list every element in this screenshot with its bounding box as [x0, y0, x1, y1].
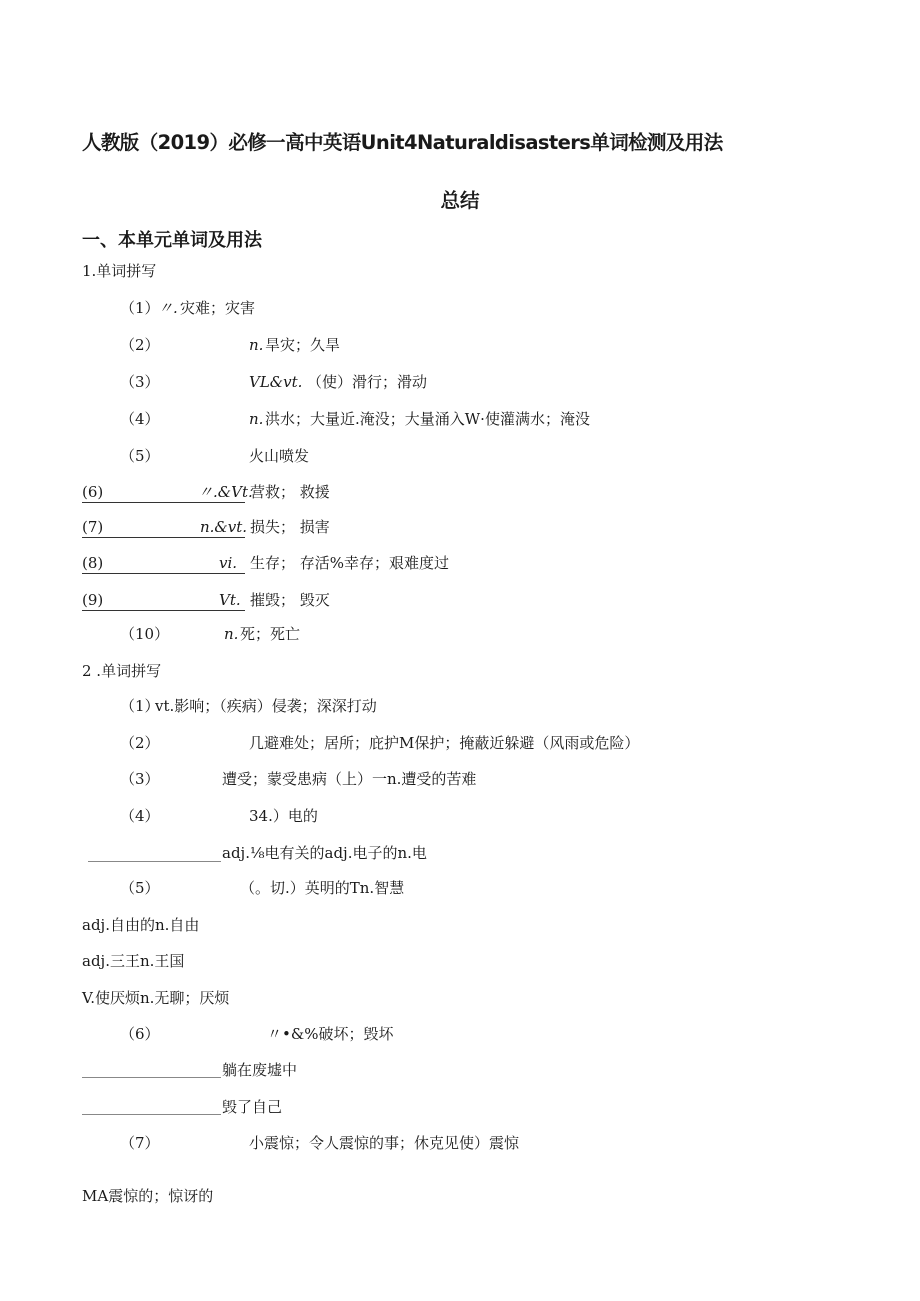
part1-item-9-def: 摧毁； 毁灭	[250, 591, 330, 609]
part2-item-3-num: （3）	[120, 770, 160, 788]
part2-line-14-text: MA震惊的；惊讶的	[82, 1187, 214, 1205]
part2-line-8-text: adj.三王n.王国	[82, 952, 185, 970]
part1-item-3-def: （使）滑行；滑动	[307, 373, 428, 391]
part2-line-9-text: V.使厌烦n.无聊；厌烦	[82, 989, 230, 1007]
part2-line-5-blank	[88, 861, 221, 862]
part1-item-9-num: (9)	[82, 591, 104, 609]
part1-item-6-pos: 〃.&Vt.	[198, 483, 253, 501]
part2-line-7-text: adj.自由的n.自由	[82, 916, 200, 934]
part2-item-5-text: （。切.）英明的Tn.智慧	[240, 879, 405, 897]
document-title-continued: 总结	[440, 189, 480, 212]
part1-item-10-def: 死；死亡	[240, 625, 301, 643]
part1-item-7-blank	[82, 537, 245, 538]
part2-item-6-num: （6）	[120, 1025, 160, 1043]
part1-item-4-pos: n.	[249, 410, 264, 428]
part1-item-9-blank	[82, 610, 245, 611]
part2-item-2-num: （2）	[120, 734, 160, 752]
part1-item-10-pos: n.	[224, 625, 239, 643]
part1-item-7-num: (7)	[82, 518, 104, 536]
part1-item-8-def: 生存； 存活%幸存；艰难度过	[250, 554, 450, 572]
part1-item-5-def: 火山喷发	[249, 447, 310, 465]
part1-item-7-def: 损失； 损害	[250, 518, 330, 536]
part2-item-4-num: （4）	[120, 807, 160, 825]
part1-item-1-num: （1）	[120, 299, 160, 317]
part1-item-5-num: （5）	[120, 447, 160, 465]
part1-item-4-num: （4）	[120, 410, 160, 428]
part1-heading: 1.单词拼写	[82, 262, 157, 280]
part1-item-3-pos: VL&vt.	[249, 373, 303, 391]
part1-item-8-num: (8)	[82, 554, 104, 572]
part2-item-4-text: 34.）电的	[249, 807, 318, 825]
part1-item-9-pos: Vt.	[219, 591, 241, 609]
part1-item-3-num: （3）	[120, 373, 160, 391]
part1-item-8-pos: vi.	[219, 554, 238, 572]
part1-item-1-def: 灾难；灾害	[180, 299, 256, 317]
part2-line-12-blank	[82, 1114, 221, 1115]
part1-item-2-def: 旱灾；久旱	[265, 336, 341, 354]
part2-item-2-text: 几避难处；居所；庇护M保护；掩蔽近躲避（风雨或危险）	[249, 734, 640, 752]
part2-line-11-text: 躺在废墟中	[222, 1061, 298, 1079]
part1-item-7-pos: n.&vt.	[200, 518, 248, 536]
part1-item-6-num: (6)	[82, 483, 104, 501]
part2-line-5-text: adj.⅛电有关的adj.电子的n.电	[222, 844, 427, 862]
part1-item-2-num: （2）	[120, 336, 160, 354]
part2-item-3-text: 遭受；蒙受患病（上）一n.遭受的苦难	[222, 770, 477, 788]
part2-item-1-text: vt.影响；（疾病）侵袭；深深打动	[155, 697, 377, 715]
part2-line-11-blank	[82, 1077, 221, 1078]
part1-item-6-def: 营救； 救援	[250, 483, 330, 501]
part2-item-5-num: （5）	[120, 879, 160, 897]
part1-item-1-pos: 〃.	[158, 299, 178, 317]
section-heading: 一、本单元单词及用法	[82, 230, 262, 251]
part2-item-7-text: 小震惊；令人震惊的事；休克见使）震惊	[249, 1134, 520, 1152]
part2-item-1-num: （1）	[120, 697, 160, 715]
part2-line-12-text: 毁了自己	[222, 1098, 283, 1116]
document-title: 人教版（2019）必修一高中英语Unit4Naturaldisasters单词检测及用法	[82, 131, 723, 154]
part1-item-6-blank	[82, 502, 245, 503]
part1-item-10-num: （10）	[120, 625, 170, 643]
part2-item-6-text: 〃•&%破坏；毁坏	[267, 1025, 394, 1043]
part1-item-8-blank	[82, 573, 245, 574]
part2-heading: 2 .单词拼写	[82, 662, 162, 680]
part1-item-2-pos: n.	[249, 336, 264, 354]
part2-item-7-num: （7）	[120, 1134, 160, 1152]
part1-item-4-def: 洪水；大量近.淹没；大量涌入W·使灌满水；淹没	[265, 410, 590, 428]
